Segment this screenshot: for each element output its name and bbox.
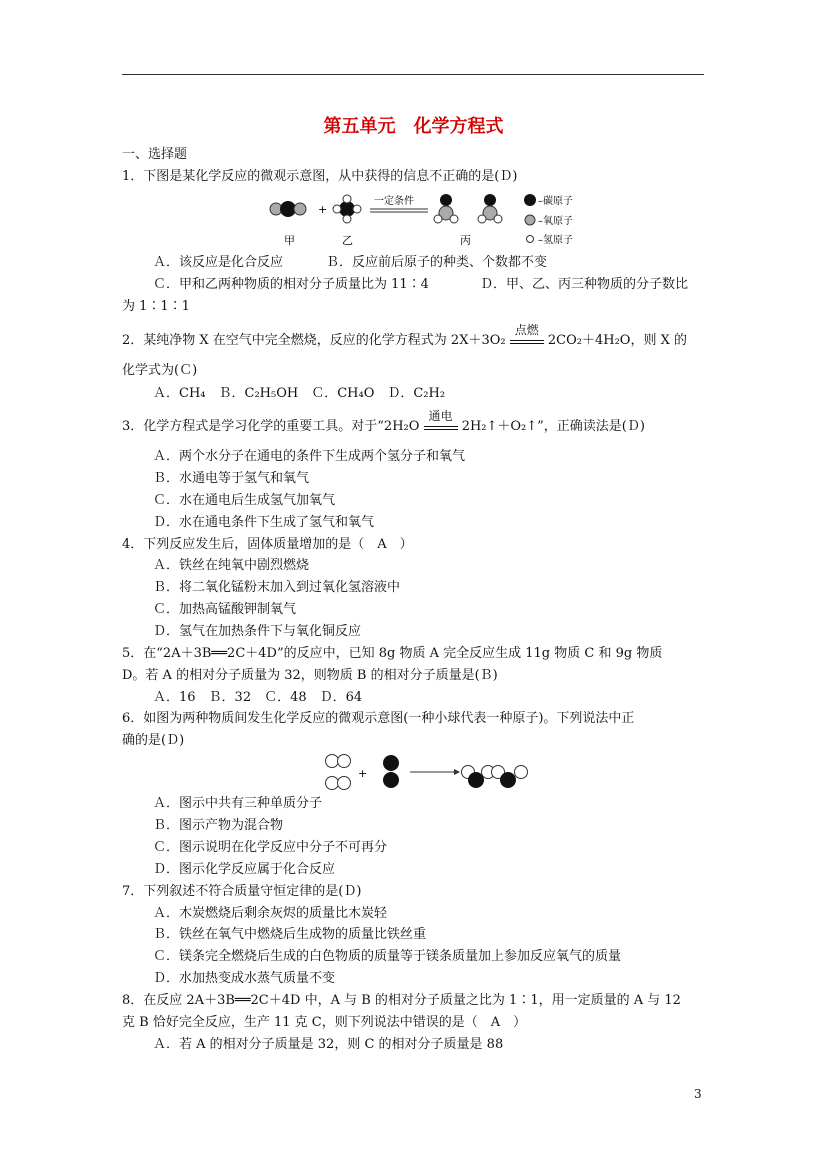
q3-option-d: Ｄ．水在通电条件下生成了氢气和氧气: [153, 515, 375, 530]
molecule-yi: [333, 195, 361, 223]
q3-option-c: Ｃ．水在通电后生成氢气加氧气: [153, 493, 336, 508]
page-number: 3: [694, 1087, 702, 1101]
q4-option-a: Ａ．铁丝在纯氧中剧烈燃烧: [153, 558, 310, 573]
q8-stem-line1: 8．在反应 2A＋3B══2C＋4D 中，A 与 B 的相对分子质量之比为 1∶1，用一定质量的 A 与 12: [122, 993, 681, 1008]
q2-stem-line2: 化学式为(Ｃ): [122, 363, 198, 378]
molecule-bing-2: [478, 194, 502, 223]
section-heading: 一、选择题: [122, 147, 188, 162]
q6-option-a: Ａ．图示中共有三种单质分子: [153, 796, 323, 811]
page-title: 第五单元 化学方程式: [323, 116, 504, 137]
product-molecule-1: [462, 766, 495, 789]
q2-reaction-arrow: 点燃: [510, 334, 544, 344]
q3-reaction-arrow: 通电: [424, 420, 458, 430]
q7-option-b: Ｂ．铁丝在氧气中燃烧后生成物的质量比铁丝重: [153, 927, 427, 942]
q6-stem-line1: 6．如图为两种物质间发生化学反应的微观示意图(一种小球代表一种原子)。下列说法中正: [122, 711, 635, 726]
q5-stem-line1: 5．在“2A＋3B══2C＋4D”的反应中，已知 8g 物质 A 完全反应生成 11g 物质 C 和 9g 物质: [122, 646, 663, 661]
reactant-white-molecules: [326, 755, 351, 790]
q6-option-c: Ｃ．图示说明在化学反应中分子不可再分: [153, 840, 388, 855]
q4-option-d: Ｄ．氢气在加热条件下与氧化铜反应: [153, 624, 362, 639]
q4-stem: 4．下列反应发生后，固体质量增加的是（ A ）: [122, 537, 413, 552]
label-yi: 乙: [342, 234, 353, 247]
q3-option-b: Ｂ．水通电等于氢气和氧气: [153, 471, 310, 486]
q7-stem: 7．下列叙述不符合质量守恒定律的是(Ｄ): [122, 884, 362, 899]
q1-option-a: Ａ．该反应是化合反应: [153, 255, 284, 270]
q1-reaction-figure: [262, 188, 602, 250]
legend-carbon: –碳原子: [538, 196, 573, 207]
q2-options: Ａ．CH₄ Ｂ．C₂H₅OH Ｃ．CH₄O Ｄ．C₂H₂: [153, 386, 446, 401]
q5-options: Ａ．16 Ｂ．32 Ｃ．48 Ｄ．64: [153, 690, 363, 705]
legend-oxygen: –氧原子: [538, 216, 573, 227]
q6-option-d: Ｄ．图示化学反应属于化合反应: [153, 862, 336, 877]
q6-stem-line2: 确的是(Ｄ): [122, 733, 185, 748]
svg-text:+: +: [358, 767, 368, 780]
q2-stem-line1: 2．某纯净物 X 在空气中完全燃烧，反应的化学方程式为 2X＋3O₂ 点燃 2CO₂＋4H₂O，则 X 的: [122, 323, 687, 348]
q7-option-c: Ｃ．镁条完全燃烧后生成的白色物质的质量等于镁条质量加上参加反应氧气的质量: [153, 949, 622, 964]
q3-option-a: Ａ．两个水分子在通电的条件下生成两个氢分子和氧气: [153, 449, 466, 464]
q6-option-b: Ｂ．图示产物为混合物: [153, 818, 284, 833]
svg-text:+: +: [318, 203, 328, 216]
q1-option-d: Ｄ．甲、乙、丙三种物质的分子数比: [480, 277, 689, 292]
label-bing: 丙: [460, 234, 471, 247]
q1-condition: 一定条件: [374, 196, 414, 207]
product-molecule-2: [492, 766, 528, 789]
q4-option-b: Ｂ．将二氧化锰粉末加入到过氧化氢溶液中: [153, 580, 401, 595]
q1-stem: 1．下图是某化学反应的微观示意图，从中获得的信息不正确的是(Ｄ): [122, 169, 518, 184]
header-rule: [122, 74, 704, 75]
q8-option-a: Ａ．若 A 的相对分子质量是 32，则 C 的相对分子质量是 88: [153, 1037, 504, 1052]
q6-reaction-figure: [318, 750, 538, 796]
legend-hydrogen: –氢原子: [538, 235, 573, 246]
q1-option-d-cont: 为 1∶1∶1: [122, 299, 190, 314]
label-jia: 甲: [284, 234, 295, 247]
q5-stem-line2: D。若 A 的相对分子质量为 32，则物质 B 的相对分子质量是(Ｂ): [122, 668, 498, 683]
q7-option-d: Ｄ．水加热变成水蒸气质量不变: [153, 971, 336, 986]
molecule-bing-1: [434, 194, 458, 223]
molecule-jia: [270, 201, 306, 217]
q4-option-c: Ｃ．加热高锰酸钾制氧气: [153, 602, 297, 617]
q3-stem: 3．化学方程式是学习化学的重要工具。对于“2H₂O 通电 2H₂↑＋O₂↑”，正确读法是(Ｄ): [122, 409, 645, 434]
q1-option-b: Ｂ．反应前后原子的种类、个数都不变: [326, 255, 548, 270]
q8-stem-line2: 克 B 恰好完全反应，生产 11 克 C，则下列说法中错误的是（ A ）: [122, 1015, 527, 1030]
q7-option-a: Ａ．木炭燃烧后剩余灰烬的质量比木炭轻: [153, 906, 388, 921]
q1-option-c: Ｃ．甲和乙两种物质的相对分子质量比为 11∶4: [153, 277, 429, 292]
reactant-black-molecule: [383, 755, 399, 788]
